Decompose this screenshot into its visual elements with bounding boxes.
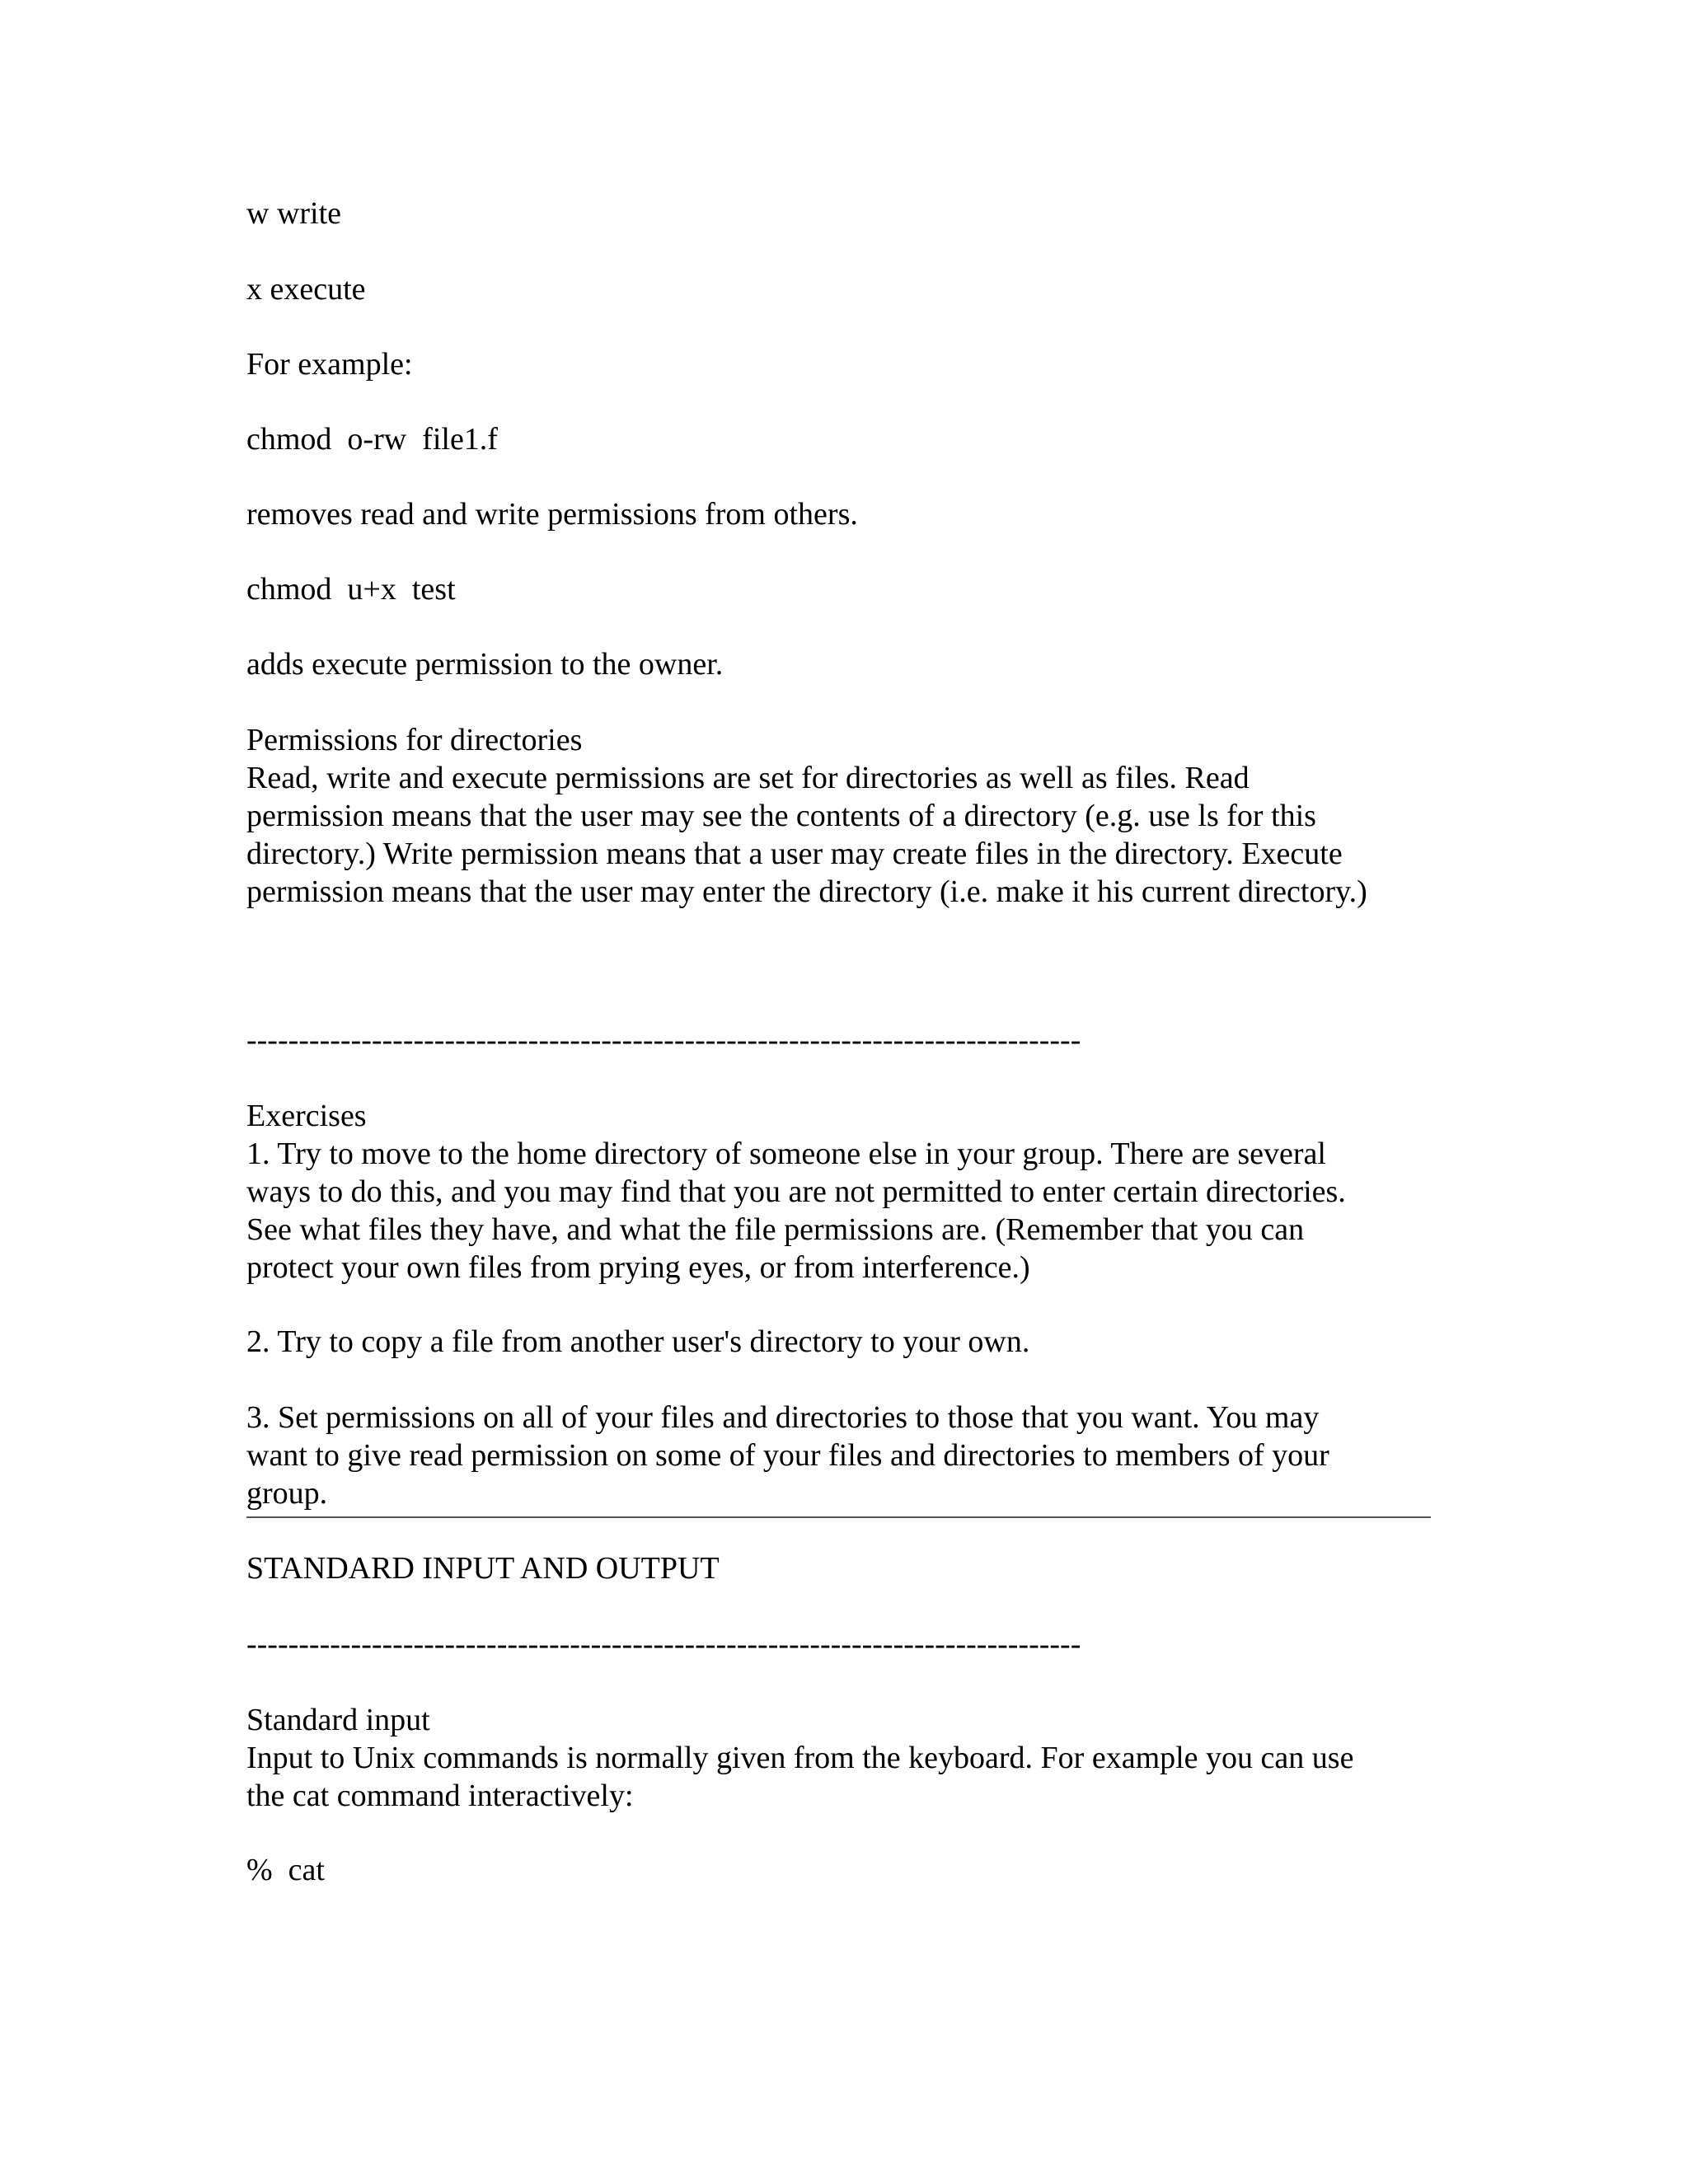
- chmod-example-1: chmod o-rw file1.f: [246, 422, 498, 457]
- exercise-1: 1. Try to move to the home directory of someone else in your group. There are several ways to do this, and you may find that you are not permitted to enter certain directories. See what files they have, and what the file permissions are. (Remember that you can protect your own files from prying eyes, or from interference.): [246, 1137, 1346, 1285]
- directories-heading: Permissions for directories: [246, 723, 583, 757]
- horizontal-rule: [246, 1516, 1431, 1518]
- chmod-example-2-description: adds execute permission to the owner.: [246, 647, 724, 682]
- chmod-example-1-description: removes read and write permissions from others.: [246, 497, 858, 532]
- exercise-2: 2. Try to copy a file from another user's directory to your own.: [246, 1324, 1030, 1359]
- exercise-3: 3. Set permissions on all of your files and directories to those that you want. You may want to give read permission on some of your files and directories to members of your group.: [246, 1400, 1329, 1511]
- separator-dashes-2: --------------------------------------------------------------------------------: [246, 1627, 1081, 1661]
- exercises-heading: Exercises: [246, 1099, 367, 1133]
- standard-input-heading: Standard input: [246, 1703, 430, 1737]
- for-example-label: For example:: [246, 347, 413, 382]
- separator-dashes-1: --------------------------------------------------------------------------------: [246, 1023, 1081, 1057]
- standard-input-paragraph: Input to Unix commands is normally given from the keyboard. For example you can use the cat command interactively:: [246, 1741, 1354, 1813]
- directories-paragraph: Read, write and execute permissions are set for directories as well as files. Read permission means that the user may see the contents of a directory (e.g. use ls for this directory.) Write permission means that a user may create files in the directory. Execute permission means that the user may enter the directory (i.e. make it his current directory.): [246, 761, 1367, 909]
- section-title: STANDARD INPUT AND OUTPUT: [246, 1551, 720, 1586]
- perm-write-line: w write: [246, 196, 342, 231]
- perm-execute-line: x execute: [246, 272, 366, 307]
- chmod-example-2: chmod u+x test: [246, 572, 456, 607]
- cat-command: % cat: [246, 1853, 325, 1887]
